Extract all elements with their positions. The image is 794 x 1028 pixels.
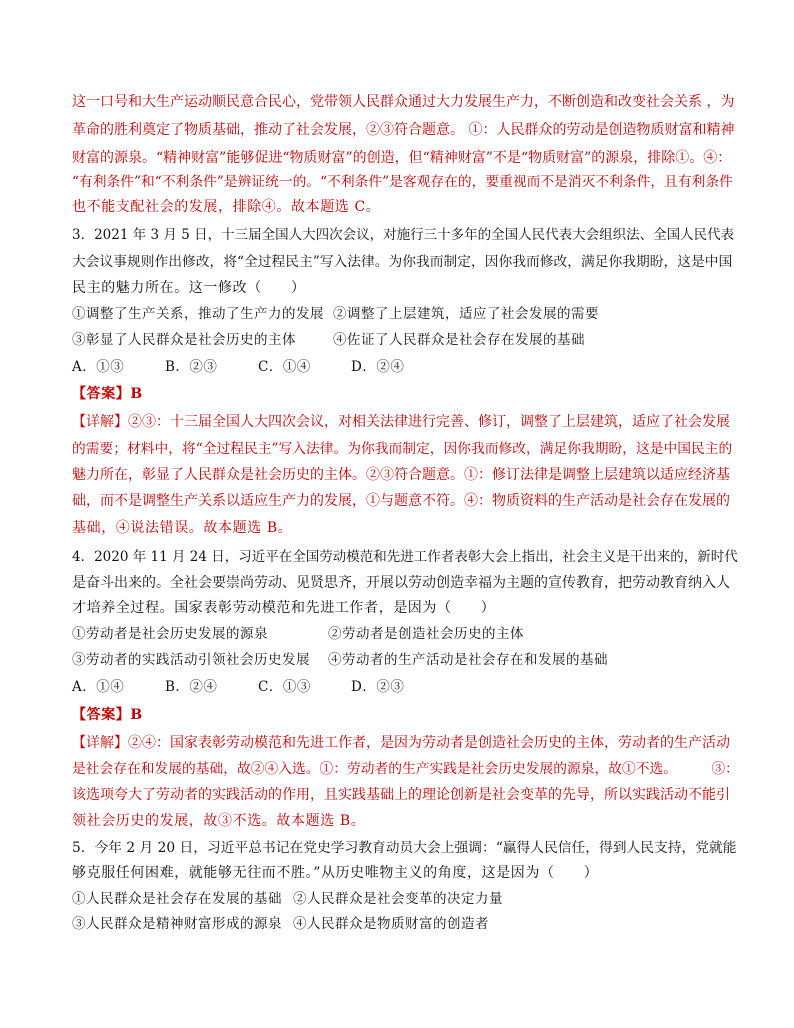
q4-option-4: ④劳动者的生产活动是社会存在和发展的基础: [328, 652, 608, 668]
q4-explanation-line-4: 领社会历史的发展，故③不选。故本题选 B。: [72, 813, 366, 829]
q5-stem-line-2: 够克服任何困难，就能够无往而不胜。”从历史唯物主义的角度，这是因为（ ）: [72, 865, 599, 881]
q3-choice-d: D．②④: [351, 359, 405, 375]
q5-option-3: ③人民群众是精神财富形成的源泉: [72, 916, 282, 932]
q5-option-4: ④人民群众是物质财富的创造者: [293, 916, 489, 932]
q3-option-3: ③彰显了人民群众是社会历史的主体: [72, 332, 296, 348]
q3-explanation-line-1: 【详解】②③：十三届全国人大四次会议，对相关法律进行完善、修订，调整了上层建筑，适应了社会发展: [72, 414, 730, 430]
q4-option-2: ②劳动者是创造社会历史的主体: [328, 626, 524, 642]
q3-choice-a: A．①③: [72, 359, 125, 375]
q4-explanation-line-3: 该选项夸大了劳动者的实践活动的作用，且实践基础上的理论创新是社会变革的先导，所以实践活动不能引: [72, 787, 730, 803]
q4-choice-a: A．①④: [72, 679, 125, 695]
q3-option-2: ②调整了上层建筑，适应了社会发展的需要: [333, 306, 599, 322]
q2-explanation-line-5: 也不能支配社会的发展，排除④。故本题选 C。: [72, 199, 381, 215]
q5-option-2: ②人民群众是社会变革的决定力量: [293, 891, 503, 907]
q2-explanation-line-3: 财富的源泉。“精神财富”能够促进“物质财富”的创造，但“精神财富”不是“物质财富”的源泉，排除①。④：: [72, 150, 732, 166]
q4-choice-b: B．②④: [165, 679, 218, 695]
q3-option-1: ①调整了生产关系，推动了生产力的发展: [72, 306, 324, 322]
q3-choice-b: B．②③: [165, 359, 218, 375]
q3-explanation-line-5: 基础，④说法错误。故本题选 B。: [72, 520, 293, 536]
q2-explanation-line-2: 革命的胜利奠定了物质基础，推动了社会发展，②③符合题意。 ①：人民群众的劳动是创造物质财富和精神: [72, 122, 735, 138]
q4-explanation-line-2: 是社会存在和发展的基础，故②④入选。①：劳动者的生产实践是社会历史发展的源泉，故①不选。 ③：: [72, 761, 739, 777]
q4-answer: 【答案】B: [72, 707, 143, 723]
q4-stem-line-3: 才培养全过程。国家表彰劳动模范和先进工作者，是因为（ ）: [72, 600, 496, 616]
q5-stem-line-1: 5．今年 2 月 20 日，习近平总书记在党史学习教育动员大会上强调：“赢得人民信任，得到人民支持，党就能: [72, 840, 737, 856]
q4-choice-d: D．②③: [351, 679, 405, 695]
q4-choice-c: C．①③: [258, 679, 311, 695]
q3-choice-c: C．①④: [258, 359, 311, 375]
q3-stem-line-1: 3．2021 年 3 月 5 日，十三届全国人大四次会议，对施行三十多年的全国人民代表大会组织法、全国人民代表: [72, 227, 735, 243]
q3-explanation-line-4: 础，而不是调整生产关系以适应生产力的发展，①与题意不符。④：物质资料的生产活动是社会存在发展的: [72, 493, 730, 509]
q4-option-3: ③劳动者的实践活动引领社会历史发展: [72, 652, 310, 668]
q4-stem-line-1: 4．2020 年 11 月 24 日，习近平在全国劳动模范和先进工作者表彰大会上指出，社会主义是干出来的，新时代: [72, 549, 738, 565]
q3-explanation-line-3: 魅力所在，彰显了人民群众是社会历史的主体。②③符合题意。①：修订法律是调整上层建筑以适应经济基: [72, 467, 730, 483]
q4-stem-line-2: 是奋斗出来的。全社会要崇尚劳动、见贤思齐，开展以劳动创造幸福为主题的宣传教育，把劳动教育纳入人: [72, 575, 730, 591]
q2-explanation-line-1: 这一口号和大生产运动顺民意合民心，党带领人民群众通过大力发展生产力，不断创造和改变社会关系 ，为: [72, 94, 735, 110]
q4-explanation-line-1: 【详解】②④：国家表彰劳动模范和先进工作者，是因为劳动者是创造社会历史的主体，劳动者的生产活动: [72, 735, 730, 751]
q3-stem-line-3: 民主的魅力所在。这一修改（ ）: [72, 280, 306, 296]
q5-option-1: ①人民群众是社会存在发展的基础: [72, 891, 282, 907]
q2-explanation-line-4: “有利条件”和“不利条件”是辨证统一的。“不利条件”是客观存在的，要重视而不是消灭不利条件，且有利条件: [72, 174, 733, 190]
q4-option-1: ①劳动者是社会历史发展的源泉: [72, 626, 268, 642]
q3-stem-line-2: 大会议事规则作出修改，将“全过程民主”写入法律。为你我而制定，因你我而修改，满足你我期盼，这是中国: [72, 254, 733, 270]
q3-explanation-line-2: 的需要；材料中，将“全过程民主”写入法律。为你我而制定，因你我而修改，满足你我期盼，这是中国民主的: [72, 441, 733, 457]
q3-answer: 【答案】B: [72, 386, 143, 402]
q3-option-4: ④佐证了人民群众是社会存在发展的基础: [333, 332, 585, 348]
